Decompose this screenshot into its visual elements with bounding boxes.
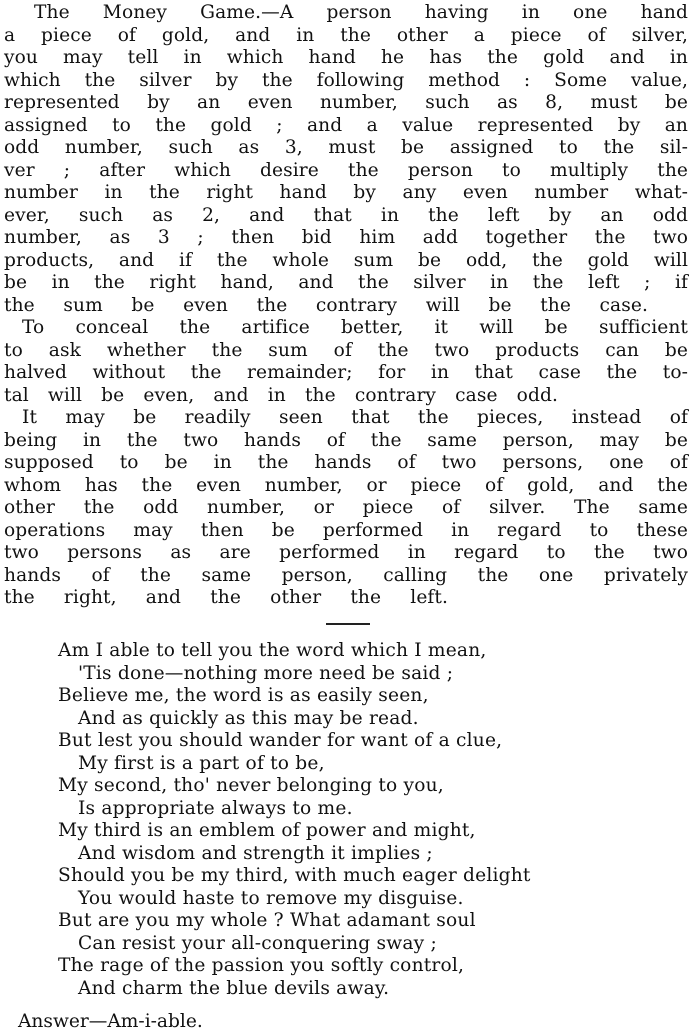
poem-line: The rage of the passion you softly control, [58,955,465,976]
poem-line: Believe me, the word is as easily seen, [58,685,429,706]
article-line: operations may then be performed in regard to these [4,519,688,541]
poem-line: Is appropriate always to me. [78,797,353,819]
article-line: supposed to be in the hands of two persons, one of [4,452,688,473]
riddle-answer: Answer—Am-i-able. [18,1011,203,1032]
article-line: ver ; after which desire the person to multiply the [4,159,688,181]
poem-line: You would haste to remove my disguise. [78,887,464,909]
article-line: the sum be even the contrary will be the case. [4,294,648,316]
article-line: The Money Game.—A person having in one hand [34,2,688,23]
poem-line: Should you be my third, with much eager delight [58,865,531,886]
poem-line: 'Tis done—nothing more need be said ; [78,662,454,684]
article-line: be in the right hand, and the silver in the left ; if [4,272,688,293]
article-line: number in the right hand by any even number what- [4,182,688,203]
poem-line: Am I able to tell you the word which I mean, [58,640,487,661]
article-line: to ask whether the sum of the two products can be [4,339,688,361]
poem-line: But are you my whole ? What adamant soul [58,910,476,931]
article-line: products, and if the whole sum be odd, the gold will [4,249,688,271]
article-line: two persons as are performed in regard to the two [4,542,688,563]
article-line: number, as 3 ; then bid him add together the two [4,227,688,248]
article-line: odd number, such as 3, must be assigned to the sil- [4,137,688,158]
article-line: represented by an even number, such as 8, must be [4,92,688,113]
section-divider [326,623,370,625]
poem-line: But lest you should wander for want of a clue, [58,730,503,751]
article-line: To conceal the artifice better, it will be sufficient [22,317,688,338]
article-line: tal will be even, and in the contrary case odd. [4,384,558,406]
poem-line: My third is an emblem of power and might, [58,820,476,841]
article-line: being in the two hands of the same person, may be [4,429,688,451]
article-line: halved without the remainder; for in that case the to- [4,362,688,383]
article-line: whom has the even number, or piece of gold, and the [4,474,688,496]
poem-line: My first is a part of to be, [78,752,325,774]
article-line: a piece of gold, and in the other a piece of silver, [4,24,688,46]
money-game-article [4,2,688,610]
article-line: hands of the same person, calling the one privately [4,564,688,586]
poem-line: My second, tho' never belonging to you, [58,775,444,796]
poem-line: And charm the blue devils away. [78,977,390,999]
article-line: other the odd number, or piece of silver. The same [4,497,688,518]
poem-line: And wisdom and strength it implies ; [78,842,433,864]
poem-line: And as quickly as this may be read. [78,707,419,729]
riddle-poem [58,640,678,1000]
article-line: you may tell in which hand he has the gold and in [4,47,688,68]
article-line: which the silver by the following method : Some value, [4,69,688,91]
poem-line: Can resist your all-conquering sway ; [78,932,437,954]
article-line: ever, such as 2, and that in the left by an odd [4,204,688,226]
article-line: It may be readily seen that the pieces, instead of [22,407,688,428]
article-line: the right, and the other the left. [4,587,448,608]
article-line: assigned to the gold ; and a value represented by an [4,114,688,136]
